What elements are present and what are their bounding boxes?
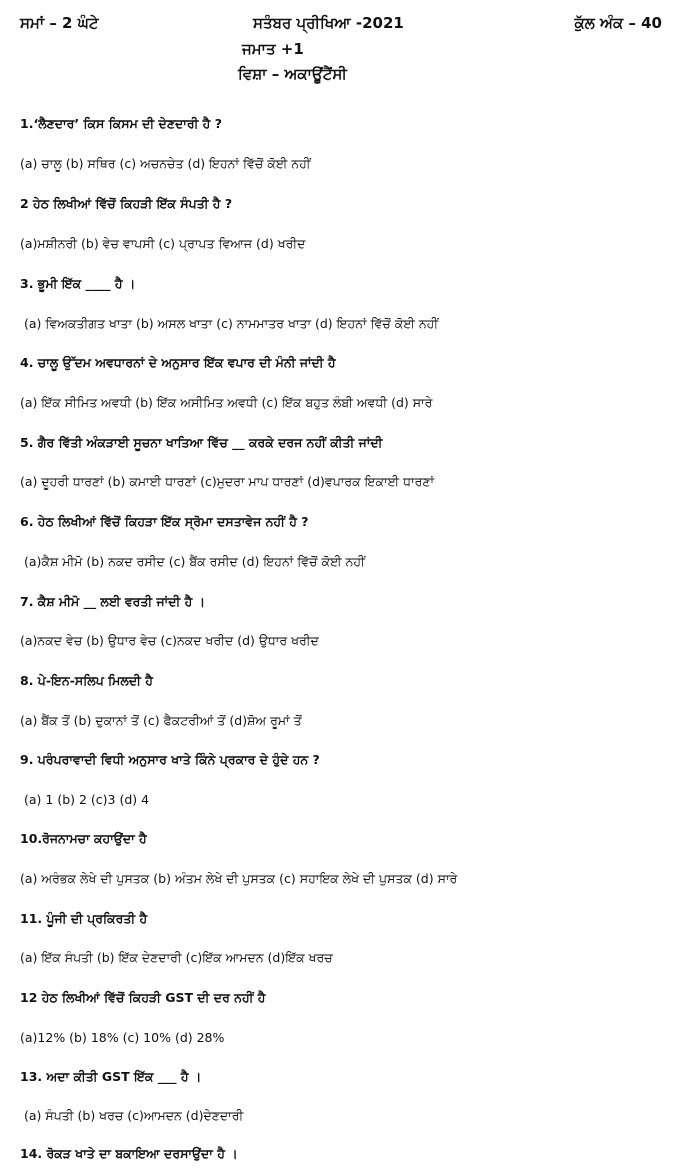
question-options: (a) ਦੂਹਰੀ ਧਾਰਣਾਂ (b) ਕਮਾਈ ਧਾਰਣਾਂ (c)ਮੁਦਰਾ ਮਾਪ ਧਾਰਣਾਂ (d)ਵਪਾਰਕ ਇਕਾਈ ਧਾਰਣਾਂ	[20, 474, 434, 489]
question-options: (a)ਮਸ਼ੀਨਰੀ (b) ਵੇਚ ਵਾਪਸੀ (c) ਪ੍ਰਾਪਤ ਵਿਆਜ (d) ਖਰੀਦ	[20, 236, 306, 251]
question-options: (a) ਇੱਕ ਸੰਪਤੀ (b) ਇੱਕ ਦੇਣਦਾਰੀ (c)ਇੱਕ ਆਮਦਨ (d)ਇੱਕ ਖਰਚ	[20, 950, 333, 965]
question-text: 8. ਪੇ-ਇਨ-ਸਲਿਪ ਮਿਲਦੀ ਹੈ	[20, 673, 153, 688]
class-label: ਜਮਾਤ +1	[242, 40, 304, 58]
question-text: 7. ਕੈਸ਼ ਮੀਮੋ __ ਲਈ ਵਰਤੀ ਜਾਂਦੀ ਹੈ ।	[20, 594, 206, 609]
question-options: (a) ਅਰੰਭਕ ਲੇਖੇ ਦੀ ਪੁਸਤਕ (b) ਅੰਤਮ ਲੇਖੇ ਦੀ ਪੁਸਤਕ (c) ਸਹਾਇਕ ਲੇਖੇ ਦੀ ਪੁਸਤਕ (d) ਸਾਰੇ	[20, 871, 458, 886]
total-marks: ਕੁੱਲ ਅੰਕ – 40	[574, 14, 662, 32]
question-options: (a) ਇੱਕ ਸੀਮਿਤ ਅਵਧੀ (b) ਇੱਕ ਅਸੀਮਿਤ ਅਵਧੀ (c) ਇੱਕ ਬਹੁਤ ਲੰਬੀ ਅਵਧੀ (d) ਸਾਰੇ	[20, 395, 433, 410]
question-text: 9. ਪਰੰਪਰਾਵਾਦੀ ਵਿਧੀ ਅਨੁਸਾਰ ਖਾਤੇ ਕਿੰਨੇ ਪ੍ਰਕਾਰ ਦੇ ਹੁੰਦੇ ਹਨ ?	[20, 752, 320, 767]
question-options: (a) ਚਾਲੂ (b) ਸਥਿਰ (c) ਅਚਨਚੇਤ (d) ਇਹਨਾਂ ਵਿੱਚੋਂ ਕੋਈ ਨਹੀਂ	[20, 156, 311, 171]
question-text: 12 ਹੇਠ ਲਿਖੀਆਂ ਵਿੱਚੋਂ ਕਿਹੜੀ GST ਦੀ ਦਰ ਨਹੀਂ ਹੈ	[20, 990, 266, 1005]
question-text: 2 ਹੇਠ ਲਿਖੀਆਂ ਵਿੱਚੋਂ ਕਿਹੜੀ ਇੱਕ ਸੰਪਤੀ ਹੈ ?	[20, 196, 233, 211]
question-text: 14. ਰੋਕੜ ਖਾਤੇ ਦਾ ਬਕਾਇਆ ਦਰਸਾਉਂਦਾ ਹੈ ।	[20, 1146, 238, 1161]
question-options: (a) ਵਿਅਕਤੀਗਤ ਖਾਤਾ (b) ਅਸਲ ਖਾਤਾ (c) ਨਾਮਮਾਤਰ ਖਾਤਾ (d) ਇਹਨਾਂ ਵਿੱਚੋਂ ਕੋਈ ਨਹੀਂ	[24, 316, 439, 331]
question-text: 11. ਪੂੰਜੀ ਦੀ ਪ੍ਰਕਿਰਤੀ ਹੈ	[20, 911, 148, 926]
exam-duration: ਸਮਾਂ – 2 ਘੰਟੇ	[20, 14, 99, 32]
question-options: (a) 1 (b) 2 (c)3 (d) 4	[24, 792, 150, 807]
question-text: 3. ਭੂਮੀ ਇੱਕ ____ ਹੈ ।	[20, 276, 136, 291]
question-options: (a)ਨਕਦ ਵੇਚ (b) ਉਧਾਰ ਵੇਚ (c)ਨਕਦ ਖਰੀਦ (d) ਉਧਾਰ ਖਰੀਦ	[20, 633, 319, 648]
question-options: (a) ਸੰਪਤੀ (b) ਖਰਚ (c)ਆਮਦਨ (d)ਦੇਣਦਾਰੀ	[24, 1108, 244, 1123]
question-text: 10.ਰੋਜਨਾਮਚਾ ਕਹਾਉਂਦਾ ਹੈ	[20, 831, 147, 846]
subject-label: ਵਿਸ਼ਾ – ਅਕਾਊਂਟੈਂਸੀ	[238, 65, 347, 83]
exam-title: ਸਤੰਬਰ ਪ੍ਰੀਖਿਆ -2021	[253, 14, 404, 32]
question-text: 1.‘ਲੈਣਦਾਰ’ ਕਿਸ ਕਿਸਮ ਦੀ ਦੇਣਦਾਰੀ ਹੈ ?	[20, 116, 222, 131]
question-text: 6. ਹੇਠ ਲਿਖੀਆਂ ਵਿੱਚੋਂ ਕਿਹੜਾ ਇੱਕ ਸ੍ਰੋਮਾ ਦਸਤਾਵੇਜ ਨਹੀਂ ਹੈ ?	[20, 514, 309, 529]
question-options: (a)12% (b) 18% (c) 10% (d) 28%	[20, 1030, 225, 1045]
question-text: 4. ਚਾਲੂ ਉੱਦਮ ਅਵਧਾਰਨਾਂ ਦੇ ਅਨੁਸਾਰ ਇੱਕ ਵਪਾਰ ਦੀ ਮੰਨੀ ਜਾਂਦੀ ਹੈ	[20, 355, 336, 370]
question-text: 5. ਗੈਰ ਵਿੱਤੀ ਅੰਕੜਾਈ ਸੂਚਨਾ ਖਾਤਿਆ ਵਿੱਚ __ ਕਰਕੇ ਦਰਜ ਨਹੀਂ ਕੀਤੀ ਜਾਂਦੀ	[20, 435, 383, 450]
question-text: 13. ਅਦਾ ਕੀਤੀ GST ਇੱਕ ___ ਹੈ ।	[20, 1069, 202, 1084]
question-options: (a)ਕੈਸ਼ ਮੀਮੋ (b) ਨਕਦ ਰਸੀਦ (c) ਬੈਂਕ ਰਸੀਦ (d) ਇਹਨਾਂ ਵਿੱਚੋਂ ਕੋਈ ਨਹੀਂ	[24, 554, 365, 569]
question-options: (a) ਬੈਂਕ ਤੋਂ (b) ਦੁਕਾਨਾਂ ਤੋਂ (c) ਫੈਕਟਰੀਆਂ ਤੋਂ (d)ਸ਼ੋਅ ਰੂਮਾਂ ਤੋਂ	[20, 713, 302, 728]
